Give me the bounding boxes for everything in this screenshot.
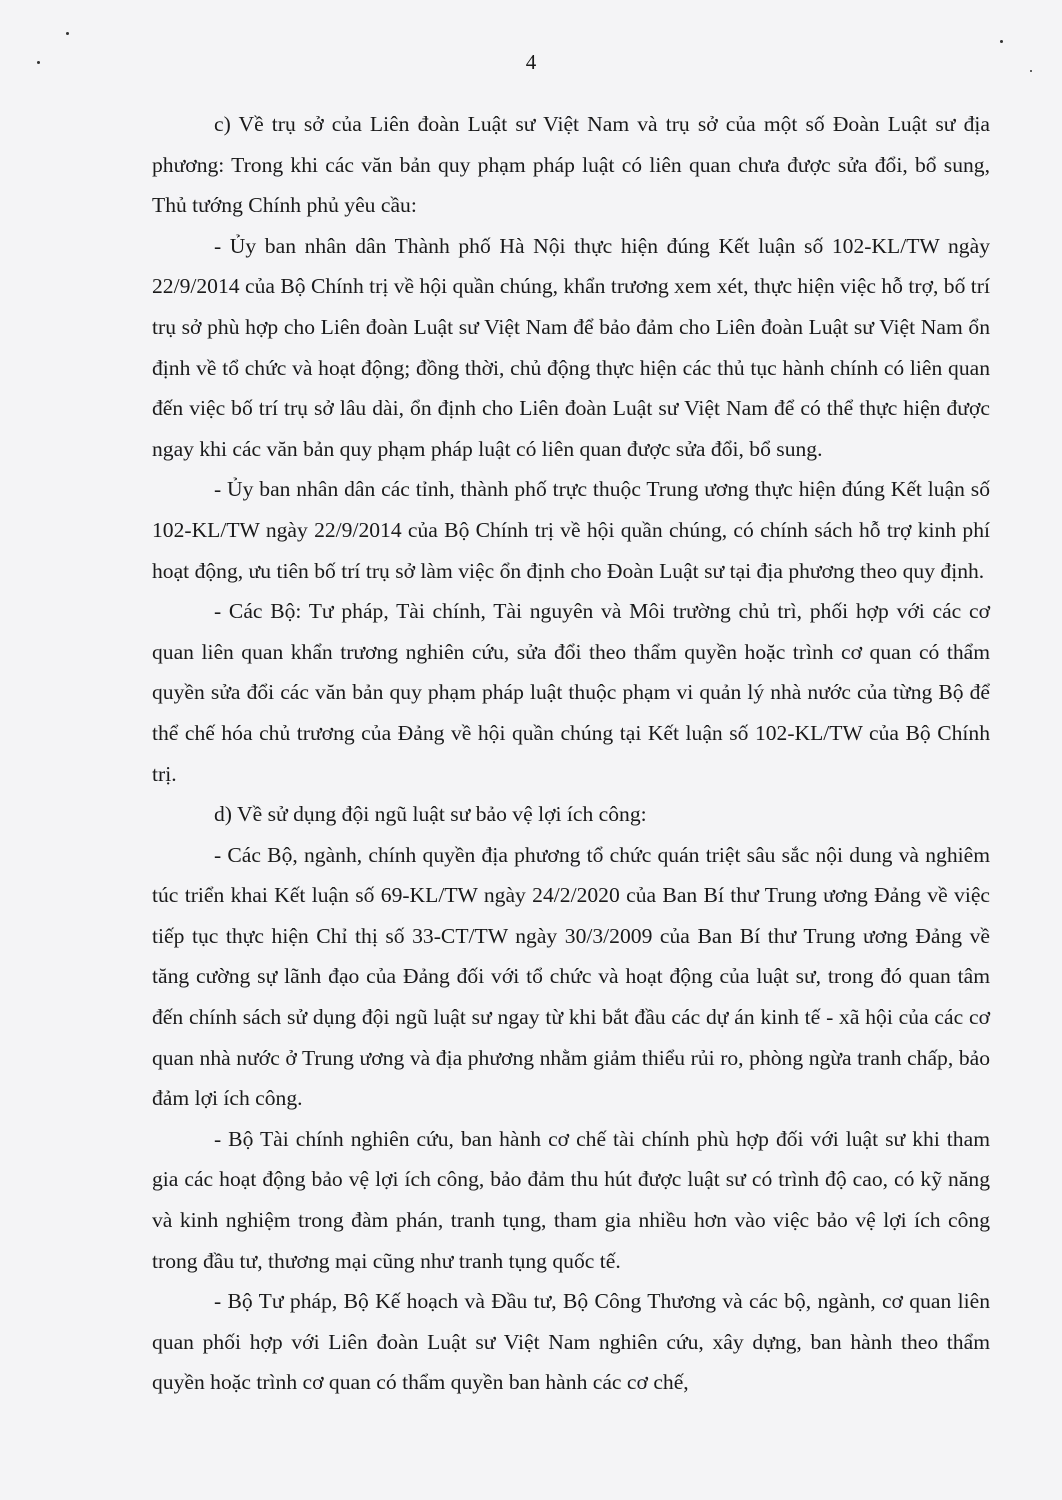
paragraph-implementation: - Các Bộ, ngành, chính quyền địa phương tổ chức quán triệt sâu sắc nội dung và nghiêm túc triển khai Kết luận số 69-KL/TW ngày 24/2/2020 của Ban Bí thư Trung ương Đảng về việc tiếp tục thực hiện Chỉ thị số 33-CT/TW ngày 30/3/2009 của Ban Bí thư Trung ương Đảng về tăng cường sự lãnh đạo của Đảng đối với tổ chức và hoạt động của luật sư, trong đó quan tâm đến chính sách sử dụng đội ngũ luật sư ngay từ khi bắt đầu các dự án kinh tế - xã hội của các cơ quan nhà nước ở Trung ương và địa phương nhằm giảm thiểu rủi ro, phòng ngừa tranh chấp, bảo đảm lợi ích công.	[152, 842, 990, 1111]
paragraph-hanoi: - Ủy ban nhân dân Thành phố Hà Nội thực hiện đúng Kết luận số 102-KL/TW ngày 22/9/2014 của Bộ Chính trị về hội quần chúng, khẩn trương xem xét, thực hiện việc hỗ trợ, bố trí trụ sở phù hợp cho Liên đoàn Luật sư Việt Nam để bảo đảm cho Liên đoàn Luật sư Việt Nam ổn định về tổ chức và hoạt động; đồng thời, chủ động thực hiện các thủ tục hành chính có liên quan đến việc bố trí trụ sở lâu dài, ổn định cho Liên đoàn Luật sư Việt Nam để có thể thực hiện được ngay khi các văn bản quy phạm pháp luật có liên quan được sửa đổi, bổ sung.	[152, 233, 990, 461]
paragraph-justice: - Bộ Tư pháp, Bộ Kế hoạch và Đầu tư, Bộ Công Thương và các bộ, ngành, cơ quan liên quan phối hợp với Liên đoàn Luật sư Việt Nam nghiên cứu, xây dựng, ban hành theo thẩm quyền hoặc trình cơ quan có thẩm quyền ban hành các cơ chế,	[152, 1289, 990, 1395]
paragraph-d-heading: d) Về sử dụng đội ngũ luật sư bảo vệ lợi ích công:	[214, 802, 647, 827]
scan-speck	[66, 32, 69, 35]
paragraph-finance: - Bộ Tài chính nghiên cứu, ban hành cơ chế tài chính phù hợp đối với luật sư khi tham gia các hoạt động bảo vệ lợi ích công, bảo đảm thu hút được luật sư có trình độ cao, có kỹ năng và kinh nghiệm trong đàm phán, tranh tụng, tham gia nhiều hơn vào việc bảo vệ lợi ích công trong đầu tư, thương mại cũng như tranh tụng quốc tế.	[152, 1126, 990, 1273]
page-number: 4	[525, 50, 537, 74]
paragraph-c-heading: c) Về trụ sở của Liên đoàn Luật sư Việt Nam và trụ sở của một số Đoàn Luật sư địa phương: Trong khi các văn bản quy phạm pháp luật có liên quan chưa được sửa đổi, bổ sung, Thủ tướng Chính phủ yêu cầu:	[152, 112, 990, 218]
paragraph-provinces: - Ủy ban nhân dân các tỉnh, thành phố trực thuộc Trung ương thực hiện đúng Kết luận số 102-KL/TW ngày 22/9/2014 của Bộ Chính trị về hội quần chúng, có chính sách hỗ trợ kinh phí hoạt động, ưu tiên bố trí trụ sở làm việc ổn định cho Đoàn Luật sư tại địa phương theo quy định.	[152, 477, 990, 583]
document-body	[152, 104, 990, 1403]
paragraph-ministries: - Các Bộ: Tư pháp, Tài chính, Tài nguyên và Môi trường chủ trì, phối hợp với các cơ quan liên quan khẩn trương nghiên cứu, sửa đổi theo thẩm quyền hoặc trình cơ quan có thẩm quyền sửa đổi các văn bản quy phạm pháp luật thuộc phạm vi quản lý nhà nước của từng Bộ để thể chế hóa chủ trương của Đảng về hội quần chúng tại Kết luận số 102-KL/TW của Bộ Chính trị.	[152, 599, 990, 786]
scan-speck	[1000, 40, 1003, 43]
